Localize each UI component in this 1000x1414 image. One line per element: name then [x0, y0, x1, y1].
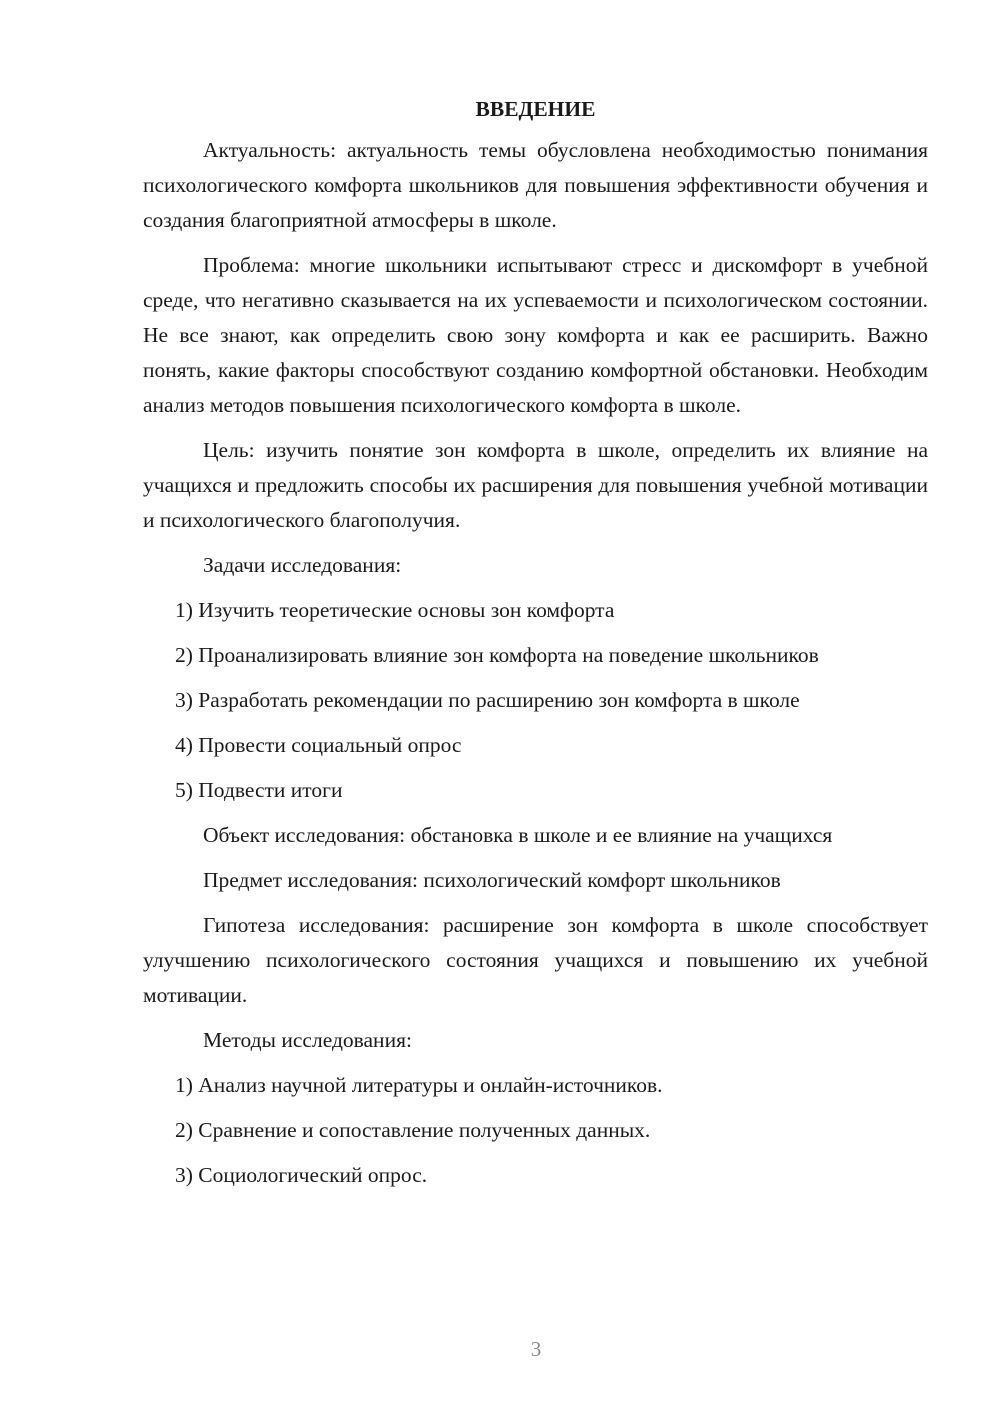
tasks-heading: Задачи исследования: — [203, 553, 402, 577]
page-number: 3 — [530, 1337, 542, 1361]
task-item: 1) Изучить теоретические основы зон комфорта — [175, 598, 615, 622]
relevance-paragraph: Актуальность: актуальность темы обусловлена необходимостью понимания психологического комфорта школьников для повышения эффективности обучения и создания благоприятной атмосферы в школе. — [143, 138, 928, 232]
method-item: 3) Социологический опрос. — [175, 1163, 428, 1187]
problem-paragraph: Проблема: многие школьники испытывают стресс и дискомфорт в учебной среде, что негативно сказывается на их успеваемости и психологическом состоянии. Не все знают, как определить свою зону комфорта и как ее расширить. Важно понять, какие факторы способствуют созданию комфортной обстановки. Необходим анализ методов повышения психологического комфорта в школе. — [143, 253, 928, 417]
page-content — [143, 92, 928, 1203]
task-item: 5) Подвести итоги — [175, 778, 343, 802]
method-item: 2) Сравнение и сопоставление полученных данных. — [175, 1118, 651, 1142]
section-title: ВВЕДЕНИЕ — [475, 97, 596, 121]
task-item: 4) Провести социальный опрос — [175, 733, 462, 757]
hypothesis-paragraph: Гипотеза исследования: расширение зон комфорта в школе способствует улучшению психологического состояния учащихся и повышению их учебной мотивации. — [143, 913, 928, 1007]
task-item: 2) Проанализировать влияние зон комфорта на поведение школьников — [175, 643, 819, 667]
task-item: 3) Разработать рекомендации по расширению зон комфорта в школе — [175, 688, 800, 712]
subject-line: Предмет исследования: психологический комфорт школьников — [203, 868, 781, 892]
methods-heading: Методы исследования: — [203, 1028, 412, 1052]
method-item: 1) Анализ научной литературы и онлайн-источников. — [175, 1073, 663, 1097]
goal-paragraph: Цель: изучить понятие зон комфорта в школе, определить их влияние на учащихся и предложить способы их расширения для повышения учебной мотивации и психологического благополучия. — [143, 438, 928, 532]
object-line: Объект исследования: обстановка в школе и ее влияние на учащихся — [203, 823, 833, 847]
